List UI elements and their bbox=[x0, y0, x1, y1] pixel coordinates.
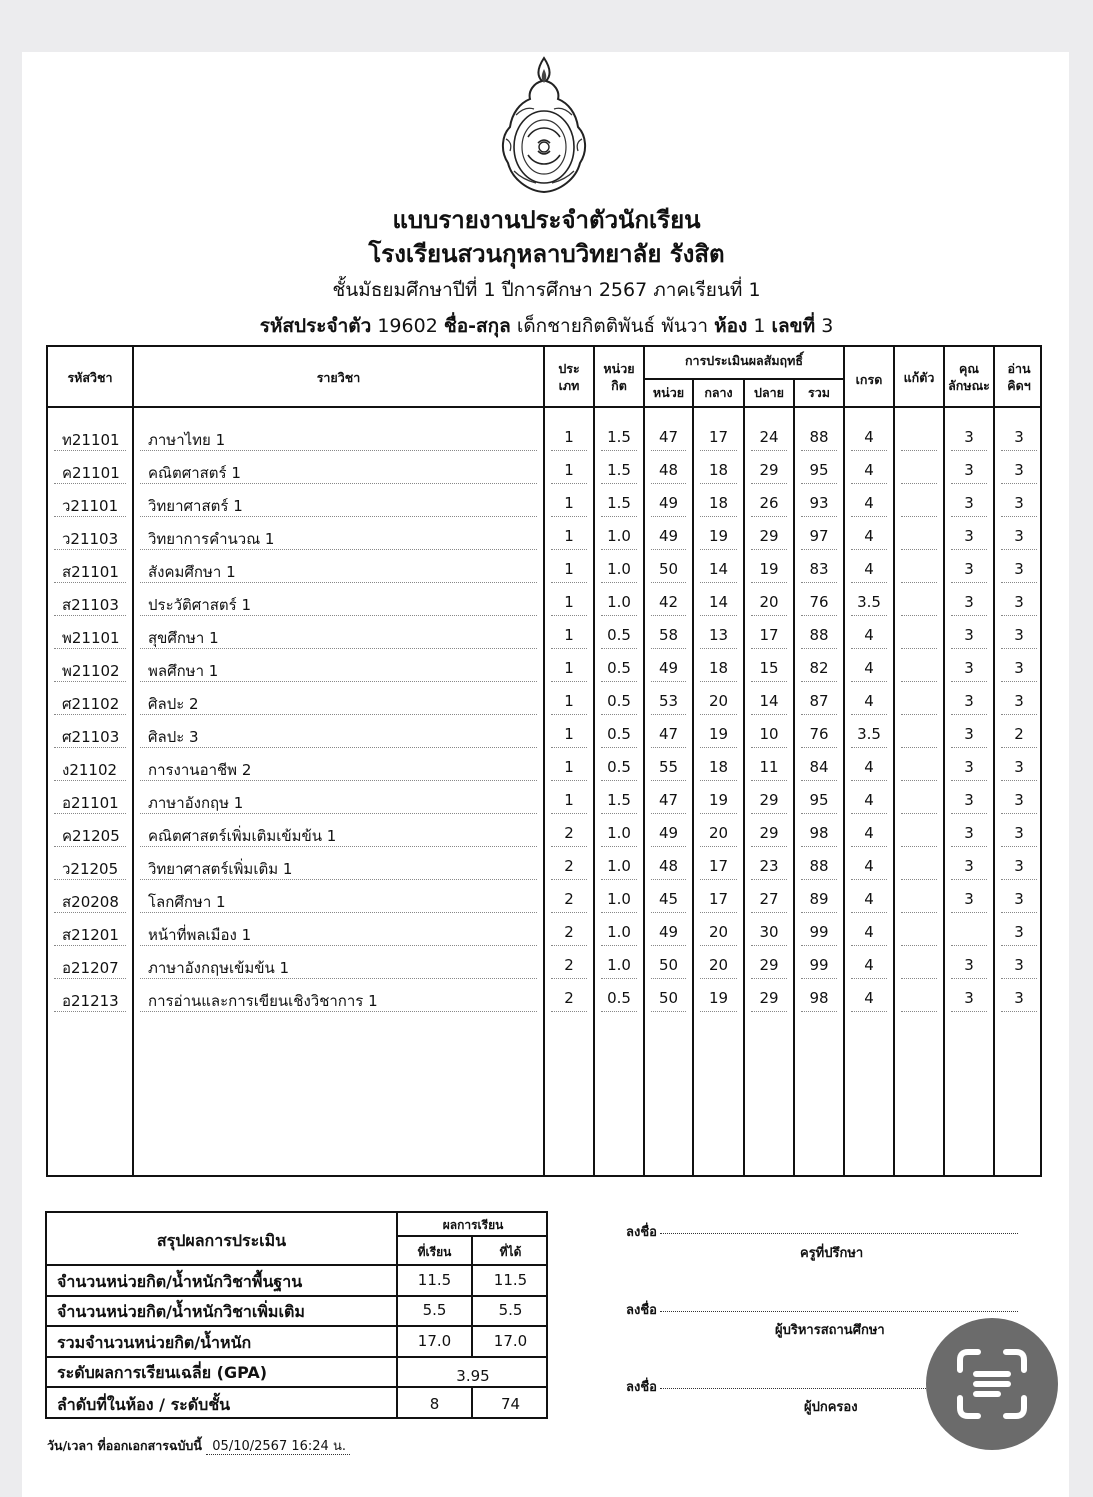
parent-title: ผู้ปกครอง bbox=[804, 1400, 858, 1415]
characteristics: 3 bbox=[964, 692, 974, 710]
table-row bbox=[48, 652, 1040, 685]
header-mid: กลาง bbox=[704, 385, 733, 400]
score-final: 29 bbox=[759, 956, 779, 974]
table-row bbox=[48, 949, 1040, 982]
grade: 4 bbox=[864, 428, 874, 446]
score-final: 15 bbox=[759, 659, 779, 677]
score-total: 87 bbox=[809, 692, 829, 710]
table-row bbox=[48, 487, 1040, 520]
course-credit: 1.0 bbox=[607, 560, 631, 578]
grade: 4 bbox=[864, 659, 874, 677]
course-code: ง21102 bbox=[62, 761, 118, 779]
studied-header: ที่เรียน bbox=[417, 1245, 452, 1259]
issued-label: วัน/เวลา ที่ออกเอกสารฉบับนี้ bbox=[47, 1438, 202, 1453]
course-code: ส21101 bbox=[62, 563, 119, 581]
rank-room: 8 bbox=[429, 1395, 440, 1413]
grade: 4 bbox=[864, 824, 874, 842]
reading-thinking: 3 bbox=[1014, 527, 1024, 545]
course-name: วิทยาศาสตร์เพิ่มเติม 1 bbox=[148, 860, 293, 878]
score-final: 24 bbox=[759, 428, 779, 446]
grade: 4 bbox=[864, 527, 874, 545]
header-type: ประ เภท bbox=[558, 361, 580, 393]
table-row bbox=[48, 916, 1040, 949]
reading-thinking: 3 bbox=[1014, 428, 1024, 446]
course-code: พ21101 bbox=[62, 629, 120, 647]
course-type: 2 bbox=[564, 890, 574, 908]
score-final: 29 bbox=[759, 791, 779, 809]
score-unit: 47 bbox=[658, 428, 679, 446]
school-name: โรงเรียนสวนกุหลาบวิทยาลัย รังสิต bbox=[368, 240, 725, 268]
reading-thinking: 3 bbox=[1014, 494, 1024, 512]
grade: 4 bbox=[864, 461, 874, 479]
issued-datetime bbox=[47, 1435, 350, 1456]
total-credits-label: รวมจำนวนหน่วยกิต/น้ำหนัก bbox=[57, 1333, 252, 1352]
course-name: ภาษาไทย 1 bbox=[148, 431, 226, 449]
score-total: 88 bbox=[809, 626, 829, 644]
course-name: วิทยาการคำนวณ 1 bbox=[148, 530, 275, 548]
characteristics: 3 bbox=[964, 725, 974, 743]
score-mid: 14 bbox=[708, 560, 729, 578]
grade: 4 bbox=[864, 857, 874, 875]
course-type: 1 bbox=[564, 791, 574, 809]
score-unit: 45 bbox=[658, 890, 679, 908]
header-fix: แก้ตัว bbox=[903, 370, 935, 385]
result-header: ผลการเรียน bbox=[442, 1218, 504, 1232]
seat-number-label: เลขที่ bbox=[771, 315, 816, 337]
earned-header: ที่ได้ bbox=[499, 1245, 522, 1259]
extra-credits-studied: 5.5 bbox=[422, 1301, 447, 1319]
table-row bbox=[48, 553, 1040, 586]
characteristics: 3 bbox=[964, 824, 974, 842]
reading-thinking: 3 bbox=[1014, 593, 1024, 611]
grade: 4 bbox=[864, 923, 874, 941]
basic-credits-earned: 11.5 bbox=[493, 1271, 528, 1289]
score-mid: 18 bbox=[708, 758, 729, 776]
grade: 4 bbox=[864, 758, 874, 776]
reading-thinking: 3 bbox=[1014, 791, 1024, 809]
course-name: ประวัติศาสตร์ 1 bbox=[148, 596, 252, 614]
score-total: 88 bbox=[809, 857, 829, 875]
student-id: 19602 bbox=[377, 315, 438, 337]
course-code: ค21101 bbox=[62, 464, 120, 482]
extra-credits-earned: 5.5 bbox=[498, 1301, 523, 1319]
gpa-value: 3.95 bbox=[456, 1367, 490, 1385]
seat-number: 3 bbox=[821, 315, 834, 337]
course-type: 1 bbox=[564, 494, 574, 512]
score-mid: 20 bbox=[708, 956, 729, 974]
course-code: ค21205 bbox=[62, 827, 120, 845]
grade: 4 bbox=[864, 626, 874, 644]
course-type: 2 bbox=[564, 956, 574, 974]
reading-thinking: 3 bbox=[1014, 560, 1024, 578]
score-total: 98 bbox=[809, 989, 829, 1007]
score-mid: 20 bbox=[708, 923, 729, 941]
reading-thinking: 2 bbox=[1014, 725, 1024, 743]
reading-thinking: 3 bbox=[1014, 857, 1024, 875]
score-unit: 49 bbox=[658, 527, 679, 545]
course-credit: 1.5 bbox=[607, 494, 631, 512]
score-unit: 55 bbox=[658, 758, 679, 776]
table-row bbox=[48, 520, 1040, 553]
score-unit: 49 bbox=[658, 494, 679, 512]
header-grade: เกรด bbox=[855, 372, 883, 387]
table-row bbox=[48, 883, 1040, 916]
course-credit: 1.0 bbox=[607, 923, 631, 941]
score-unit: 48 bbox=[658, 461, 679, 479]
course-credit: 1.0 bbox=[607, 956, 631, 974]
course-credit: 0.5 bbox=[607, 692, 631, 710]
score-unit: 49 bbox=[658, 659, 679, 677]
score-unit: 48 bbox=[658, 857, 679, 875]
course-name: สังคมศึกษา 1 bbox=[148, 563, 236, 581]
grade: 4 bbox=[864, 989, 874, 1007]
score-final: 26 bbox=[759, 494, 779, 512]
table-row bbox=[48, 619, 1040, 652]
sign-label-advisor: ลงชื่อ bbox=[626, 1225, 657, 1240]
course-credit: 1.0 bbox=[607, 824, 631, 842]
score-mid: 19 bbox=[708, 791, 729, 809]
score-final: 19 bbox=[759, 560, 779, 578]
course-credit: 0.5 bbox=[607, 989, 631, 1007]
score-mid: 19 bbox=[708, 989, 729, 1007]
course-type: 1 bbox=[564, 560, 574, 578]
grade: 3.5 bbox=[857, 725, 881, 743]
course-code: ส21201 bbox=[62, 926, 119, 944]
summary-title: สรุปผลการประเมิน bbox=[156, 1231, 287, 1250]
course-type: 2 bbox=[564, 923, 574, 941]
characteristics: 3 bbox=[964, 494, 974, 512]
sign-line-advisor bbox=[660, 1233, 1018, 1234]
characteristics: 3 bbox=[964, 989, 974, 1007]
table-row bbox=[48, 718, 1040, 751]
characteristics: 3 bbox=[964, 461, 974, 479]
score-final: 10 bbox=[759, 725, 779, 743]
rank-level: 74 bbox=[500, 1395, 521, 1413]
course-name: โลกศึกษา 1 bbox=[148, 893, 226, 911]
characteristics: 3 bbox=[964, 791, 974, 809]
score-unit: 50 bbox=[658, 560, 679, 578]
reading-thinking: 3 bbox=[1014, 824, 1024, 842]
score-final: 30 bbox=[759, 923, 779, 941]
course-name: พลศึกษา 1 bbox=[148, 662, 219, 680]
course-code: ว21103 bbox=[62, 530, 119, 548]
score-total: 99 bbox=[809, 923, 829, 941]
table-row bbox=[48, 817, 1040, 850]
course-type: 1 bbox=[564, 692, 574, 710]
reading-thinking: 3 bbox=[1014, 758, 1024, 776]
gpa-label: ระดับผลการเรียนเฉลี่ย (GPA) bbox=[57, 1363, 268, 1382]
header-assessment: การประเมินผลสัมฤทธิ์ bbox=[684, 353, 803, 368]
score-final: 29 bbox=[759, 824, 779, 842]
course-code: อ21207 bbox=[62, 959, 119, 977]
header-subject: รายวิชา bbox=[316, 370, 361, 385]
header-total: รวม bbox=[808, 385, 830, 400]
header-code: รหัสวิชา bbox=[67, 370, 113, 385]
characteristics: 3 bbox=[964, 890, 974, 908]
characteristics: 3 bbox=[964, 626, 974, 644]
table-row bbox=[48, 784, 1040, 817]
course-credit: 1.0 bbox=[607, 890, 631, 908]
reading-thinking: 3 bbox=[1014, 989, 1024, 1007]
course-code: ศ21103 bbox=[62, 728, 120, 746]
header-final: ปลาย bbox=[754, 385, 784, 400]
table-row bbox=[48, 586, 1040, 619]
course-credit: 1.0 bbox=[607, 857, 631, 875]
score-mid: 18 bbox=[708, 461, 729, 479]
course-name: คณิตศาสตร์เพิ่มเติมเข้มข้น 1 bbox=[148, 827, 337, 845]
score-unit: 42 bbox=[658, 593, 679, 611]
grade: 4 bbox=[864, 560, 874, 578]
director-title: ผู้บริหารสถานศึกษา bbox=[775, 1323, 885, 1338]
score-total: 76 bbox=[809, 725, 829, 743]
grade: 4 bbox=[864, 791, 874, 809]
sign-label-director: ลงชื่อ bbox=[626, 1303, 657, 1318]
course-code: ท21101 bbox=[62, 431, 120, 449]
score-total: 95 bbox=[809, 791, 829, 809]
table-row bbox=[48, 454, 1040, 487]
total-credits-earned: 17.0 bbox=[493, 1332, 528, 1350]
course-type: 1 bbox=[564, 626, 574, 644]
characteristics: 3 bbox=[964, 758, 974, 776]
course-name: ภาษาอังกฤษเข้มข้น 1 bbox=[148, 959, 290, 977]
text-scan-button[interactable] bbox=[926, 1318, 1058, 1450]
course-name: สุขศึกษา 1 bbox=[148, 629, 219, 647]
score-final: 11 bbox=[759, 758, 779, 776]
grades-table bbox=[46, 345, 1042, 1177]
score-mid: 13 bbox=[708, 626, 729, 644]
course-credit: 0.5 bbox=[607, 626, 631, 644]
table-row bbox=[48, 982, 1040, 1015]
score-final: 29 bbox=[759, 989, 779, 1007]
course-code: พ21102 bbox=[62, 662, 120, 680]
course-name: ศิลปะ 2 bbox=[148, 695, 199, 713]
grade: 4 bbox=[864, 494, 874, 512]
reading-thinking: 3 bbox=[1014, 461, 1024, 479]
course-type: 1 bbox=[564, 593, 574, 611]
score-unit: 58 bbox=[658, 626, 679, 644]
score-final: 14 bbox=[759, 692, 779, 710]
course-credit: 1.0 bbox=[607, 527, 631, 545]
characteristics: 3 bbox=[964, 527, 974, 545]
course-credit: 1.0 bbox=[607, 593, 631, 611]
report-title: แบบรายงานประจำตัวนักเรียน bbox=[392, 206, 701, 234]
course-type: 1 bbox=[564, 428, 574, 446]
course-credit: 0.5 bbox=[607, 659, 631, 677]
course-name: วิทยาศาสตร์ 1 bbox=[148, 497, 243, 515]
score-mid: 19 bbox=[708, 527, 729, 545]
score-mid: 20 bbox=[708, 692, 729, 710]
reading-thinking: 3 bbox=[1014, 923, 1024, 941]
course-type: 2 bbox=[564, 824, 574, 842]
text-scan-icon bbox=[926, 1318, 1058, 1450]
course-code: ศ21102 bbox=[62, 695, 120, 713]
score-mid: 17 bbox=[708, 428, 729, 446]
course-code: อ21101 bbox=[62, 794, 119, 812]
reading-thinking: 3 bbox=[1014, 956, 1024, 974]
score-unit: 47 bbox=[658, 725, 679, 743]
course-code: อ21213 bbox=[62, 992, 119, 1010]
room-number: 1 bbox=[753, 315, 766, 337]
course-code: ว21205 bbox=[62, 860, 119, 878]
course-type: 1 bbox=[564, 461, 574, 479]
course-credit: 1.5 bbox=[607, 461, 631, 479]
header-characteristics: คุณ ลักษณะ bbox=[948, 361, 990, 393]
score-mid: 18 bbox=[708, 659, 729, 677]
student-id-label: รหัสประจำตัว bbox=[259, 315, 372, 337]
reading-thinking: 3 bbox=[1014, 659, 1024, 677]
score-mid: 18 bbox=[708, 494, 729, 512]
score-total: 95 bbox=[809, 461, 829, 479]
score-unit: 50 bbox=[658, 989, 679, 1007]
characteristics: 3 bbox=[964, 956, 974, 974]
characteristics: 3 bbox=[964, 857, 974, 875]
header-unit: หน่วย bbox=[652, 385, 685, 400]
table-row bbox=[48, 685, 1040, 718]
score-total: 84 bbox=[809, 758, 829, 776]
score-unit: 49 bbox=[658, 824, 679, 842]
sign-line-director bbox=[660, 1311, 1018, 1312]
score-final: 29 bbox=[759, 527, 779, 545]
course-code: ส21103 bbox=[62, 596, 119, 614]
grade: 4 bbox=[864, 890, 874, 908]
score-total: 93 bbox=[809, 494, 829, 512]
grade: 4 bbox=[864, 692, 874, 710]
course-name: หน้าที่พลเมือง 1 bbox=[148, 926, 252, 944]
course-name: การอ่านและการเขียนเชิงวิชาการ 1 bbox=[148, 992, 378, 1010]
score-total: 98 bbox=[809, 824, 829, 842]
advisor-title: ครูที่ปรึกษา bbox=[800, 1246, 864, 1261]
score-total: 88 bbox=[809, 428, 829, 446]
characteristics: 3 bbox=[964, 560, 974, 578]
course-credit: 0.5 bbox=[607, 758, 631, 776]
student-name: เด็กชายกิตติพันธ์ พันวา bbox=[516, 315, 709, 337]
score-total: 99 bbox=[809, 956, 829, 974]
table-row bbox=[48, 751, 1040, 784]
score-mid: 17 bbox=[708, 890, 729, 908]
student-line bbox=[0, 311, 1093, 341]
sign-line-parent bbox=[660, 1388, 960, 1389]
score-unit: 49 bbox=[658, 923, 679, 941]
sign-label-parent: ลงชื่อ bbox=[626, 1380, 657, 1395]
score-total: 97 bbox=[809, 527, 829, 545]
course-type: 1 bbox=[564, 758, 574, 776]
score-total: 76 bbox=[809, 593, 829, 611]
score-total: 83 bbox=[809, 560, 829, 578]
reading-thinking: 3 bbox=[1014, 626, 1024, 644]
characteristics: 3 bbox=[964, 659, 974, 677]
score-mid: 17 bbox=[708, 857, 729, 875]
summary-table bbox=[45, 1211, 548, 1419]
table-row bbox=[48, 421, 1040, 454]
course-credit: 1.5 bbox=[607, 428, 631, 446]
course-type: 1 bbox=[564, 527, 574, 545]
grade: 4 bbox=[864, 956, 874, 974]
score-unit: 50 bbox=[658, 956, 679, 974]
course-type: 1 bbox=[564, 659, 574, 677]
course-type: 1 bbox=[564, 725, 574, 743]
score-unit: 53 bbox=[658, 692, 679, 710]
course-name: ศิลปะ 3 bbox=[148, 728, 199, 746]
score-final: 17 bbox=[759, 626, 779, 644]
reading-thinking: 3 bbox=[1014, 890, 1024, 908]
score-final: 23 bbox=[759, 857, 779, 875]
score-unit: 47 bbox=[658, 791, 679, 809]
score-final: 20 bbox=[759, 593, 779, 611]
course-credit: 1.5 bbox=[607, 791, 631, 809]
issued-value: 05/10/2567 16:24 น. bbox=[206, 1439, 350, 1455]
name-label: ชื่อ-สกุล bbox=[443, 315, 511, 337]
score-mid: 19 bbox=[708, 725, 729, 743]
course-code: ส20208 bbox=[62, 893, 119, 911]
score-total: 89 bbox=[809, 890, 829, 908]
score-mid: 14 bbox=[708, 593, 729, 611]
score-final: 27 bbox=[759, 890, 779, 908]
course-name: ภาษาอังกฤษ 1 bbox=[148, 794, 244, 812]
course-type: 2 bbox=[564, 857, 574, 875]
school-emblem-logo bbox=[498, 55, 590, 195]
reading-thinking: 3 bbox=[1014, 692, 1024, 710]
score-final: 29 bbox=[759, 461, 779, 479]
course-name: การงานอาชีพ 2 bbox=[148, 761, 252, 779]
rank-label: ลำดับที่ในห้อง / ระดับชั้น bbox=[57, 1395, 231, 1414]
basic-credits-label: จำนวนหน่วยกิต/น้ำหนักวิชาพื้นฐาน bbox=[57, 1272, 303, 1291]
course-credit: 0.5 bbox=[607, 725, 631, 743]
score-mid: 20 bbox=[708, 824, 729, 842]
course-code: ว21101 bbox=[62, 497, 119, 515]
characteristics: 3 bbox=[964, 593, 974, 611]
basic-credits-studied: 11.5 bbox=[417, 1271, 452, 1289]
total-credits-studied: 17.0 bbox=[417, 1332, 452, 1350]
table-row bbox=[48, 850, 1040, 883]
course-name: คณิตศาสตร์ 1 bbox=[148, 464, 241, 482]
header-credit: หน่วย กิต bbox=[603, 361, 635, 393]
room-label: ห้อง bbox=[714, 315, 748, 337]
term-line: ชั้นมัธยมศึกษาปีที่ 1 ปีการศึกษา 2567 ภาคเรียนที่ 1 bbox=[332, 279, 761, 301]
score-total: 82 bbox=[809, 659, 829, 677]
grade: 3.5 bbox=[857, 593, 881, 611]
course-type: 2 bbox=[564, 989, 574, 1007]
header-reading: อ่าน คิดฯ bbox=[1007, 361, 1031, 393]
characteristics: 3 bbox=[964, 428, 974, 446]
extra-credits-label: จำนวนหน่วยกิต/น้ำหนักวิชาเพิ่มเติม bbox=[57, 1302, 305, 1321]
